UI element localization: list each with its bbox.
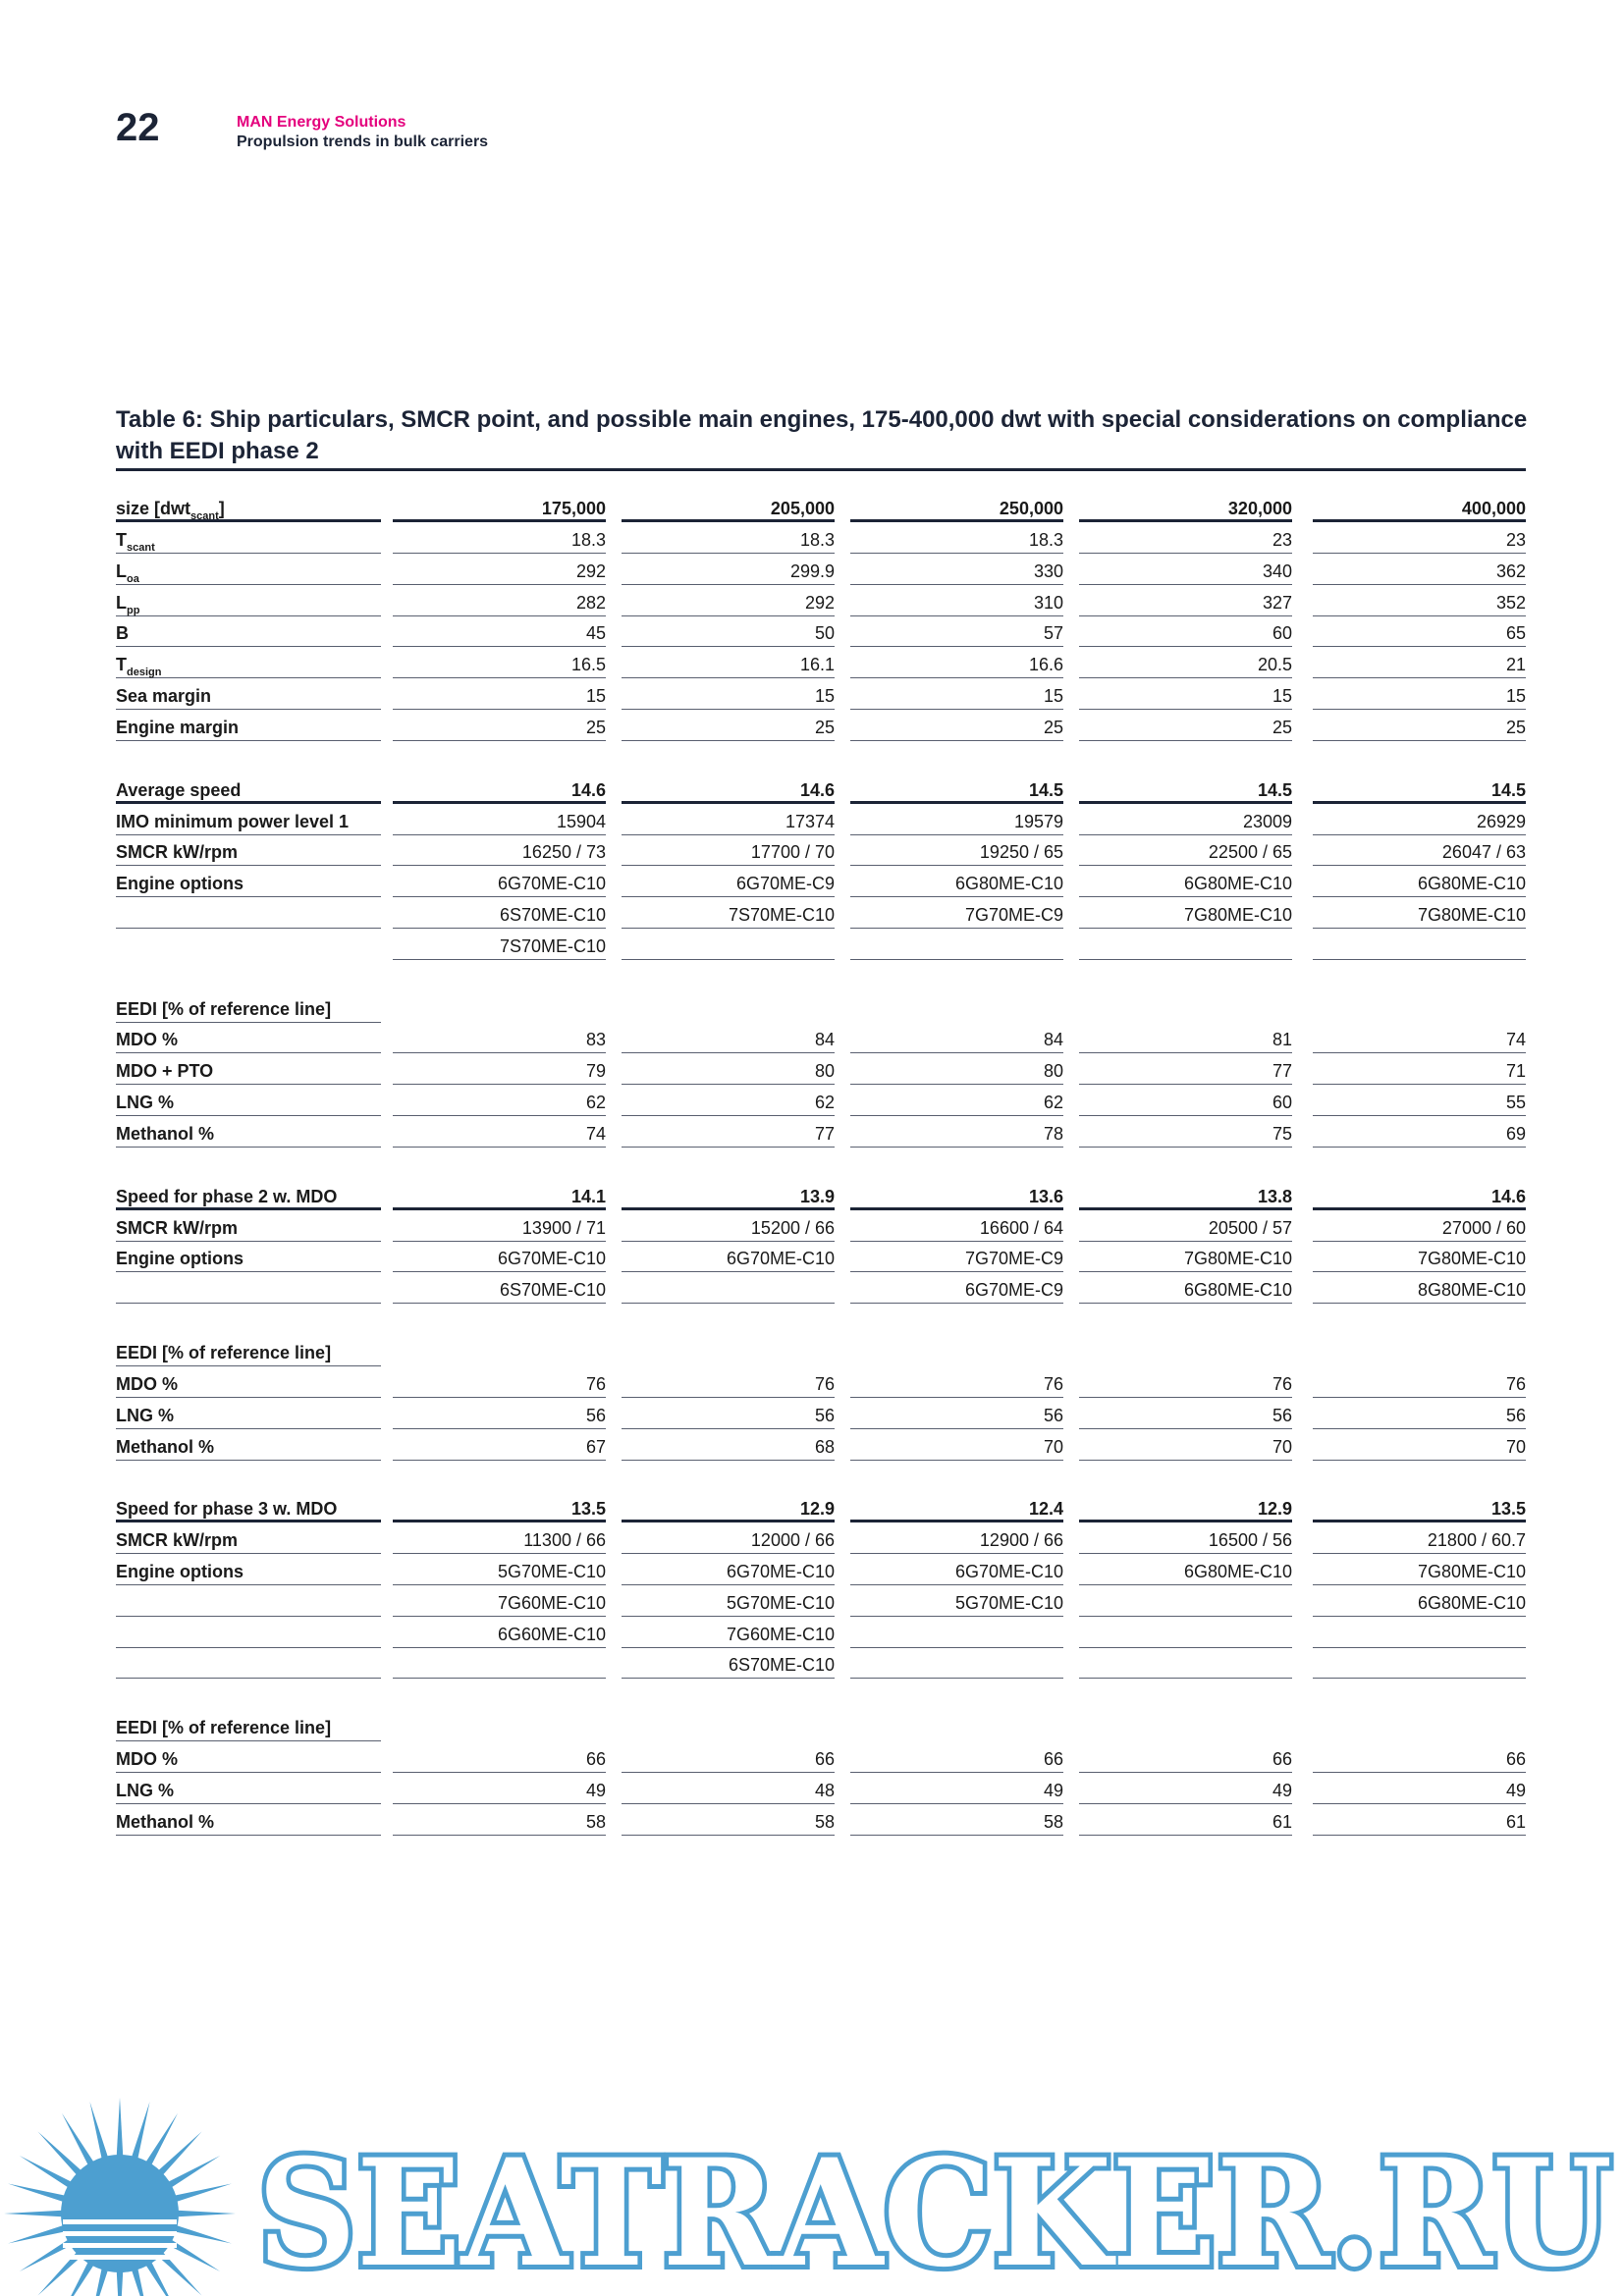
row-label: $T_{design}$ [116,648,381,678]
table-row [116,1023,1624,1054]
row-label [116,1273,381,1304]
table-cell: 62 [393,1086,606,1116]
table-cell: 49 [393,1774,606,1804]
table-cell: 7G80ME-C10 [1079,898,1292,929]
table-cell: 15 [1079,679,1292,710]
table-cell: 18.3 [622,523,835,554]
row-label: size [dwt$_{scant}$] [116,492,381,522]
row-label: EEDI [% of reference line] [116,1711,381,1741]
row-label: Methanol % [116,1117,381,1148]
table-cell: 6S70ME-C10 [393,1273,606,1304]
table-cell: 7S70ME-C10 [393,930,606,960]
table-cell: 68 [622,1430,835,1461]
table-cell [1079,1648,1292,1679]
table-cell [393,1648,606,1679]
table-cell: 67 [393,1430,606,1461]
table-cell: 26929 [1313,805,1526,835]
row-label: IMO minimum power level 1 [116,805,381,835]
table-cell: 6G80ME-C10 [1079,1273,1292,1304]
table-cell: 175,000 [393,492,606,522]
row-label: SMCR kW/rpm [116,1523,381,1554]
table-cell: 7S70ME-C10 [622,898,835,929]
sun-ray [8,2183,72,2204]
table-cell: 25 [622,711,835,741]
table-cell: 45 [393,616,606,647]
table-cell: 292 [622,586,835,616]
table-cell: 25 [1313,711,1526,741]
table-cell: 16.1 [622,648,835,678]
table-cell [850,1618,1063,1648]
table-row [116,1399,1624,1430]
table-cell: 20.5 [1079,648,1292,678]
table-cell [1079,1618,1292,1648]
table-cell: 15904 [393,805,606,835]
table-cell: 11300 / 66 [393,1523,606,1554]
table-cell: 76 [393,1367,606,1398]
row-label: $T_{scant}$ [116,523,381,554]
table-row [116,679,1624,711]
table-row [116,1555,1624,1586]
table-cell: 23009 [1079,805,1292,835]
sun-ray [4,2210,69,2216]
table-cell: 48 [622,1774,835,1804]
sun-ray [130,2102,150,2165]
table-row [116,1523,1624,1555]
row-label: Engine options [116,1242,381,1272]
table-cell: 80 [850,1054,1063,1085]
table-cell: 49 [1079,1774,1292,1804]
row-label: MDO % [116,1023,381,1053]
table-cell: 16.6 [850,648,1063,678]
table-row [116,1242,1624,1273]
table-row [116,1367,1624,1399]
table-row [116,1430,1624,1462]
sun-ray [116,2098,123,2163]
table-cell: 12.4 [850,1492,1063,1522]
table-cell: 15 [393,679,606,710]
table-row [116,898,1624,930]
table-cell: 6G70ME-C10 [622,1555,835,1585]
table-cell: 292 [393,555,606,585]
table-row [116,1586,1624,1618]
sun-ray [171,2210,236,2216]
table-cell: 6G80ME-C10 [1079,867,1292,897]
document-subtitle: Propulsion trends in bulk carriers [237,133,489,150]
table-cell: 56 [850,1399,1063,1429]
row-label: Sea margin [116,679,381,710]
table-cell: 15200 / 66 [622,1211,835,1242]
table-cell: 6S70ME-C10 [393,898,606,929]
table-cell: 14.6 [622,774,835,804]
table-cell: 7G80ME-C10 [1313,1242,1526,1272]
table-cell: 17700 / 70 [622,835,835,866]
table-cell: 26047 / 63 [1313,835,1526,866]
table-cell: 7G70ME-C9 [850,898,1063,929]
table-cell: 71 [1313,1054,1526,1085]
table-cell: 14.5 [1079,774,1292,804]
table-cell: 7G60ME-C10 [622,1618,835,1648]
table-cell: 5G70ME-C10 [393,1555,606,1585]
row-label: MDO % [116,1742,381,1773]
table-cell: 70 [850,1430,1063,1461]
table-cell: 320,000 [1079,492,1292,522]
table-row [116,992,1624,1024]
table-cell: 16600 / 64 [850,1211,1063,1242]
sun-logo-icon [4,2098,236,2296]
table-cell: 80 [622,1054,835,1085]
table-cell: 70 [1079,1430,1292,1461]
table-cell: 61 [1313,1805,1526,1836]
row-label: Methanol % [116,1430,381,1461]
table-cell: 25 [850,711,1063,741]
table-cell: 14.5 [850,774,1063,804]
table-cell: 330 [850,555,1063,585]
table-cell: 83 [393,1023,606,1053]
table-cell [1313,1618,1526,1648]
table-row [116,1086,1624,1117]
page-number: 22 [116,106,160,149]
table-cell: 62 [622,1086,835,1116]
table-header-row [116,492,1624,523]
table-row [116,711,1624,742]
row-label: EEDI [% of reference line] [116,992,381,1023]
table-cell: 79 [393,1054,606,1085]
row-label: SMCR kW/rpm [116,1211,381,1242]
table-cell: 49 [1313,1774,1526,1804]
row-label [116,898,381,929]
table-cell: 58 [393,1805,606,1836]
table-row [116,555,1624,586]
table-cell: 16500 / 56 [1079,1523,1292,1554]
row-label: Speed for phase 2 w. MDO [116,1180,381,1210]
table-row [116,1117,1624,1148]
table-cell: 62 [850,1086,1063,1116]
table-cell: 6G70ME-C10 [622,1242,835,1272]
table-row [116,805,1624,836]
table-cell: 16250 / 73 [393,835,606,866]
table-cell: 282 [393,586,606,616]
row-label [116,930,381,960]
table-cell: 75 [1079,1117,1292,1148]
table-cell [622,930,835,960]
sun-stripe [63,2243,177,2248]
row-label: LNG % [116,1399,381,1429]
table-cell: 76 [622,1367,835,1398]
table-cell: 17374 [622,805,835,835]
table-cell [1079,1586,1292,1617]
row-label: Engine options [116,867,381,897]
table-cell: 60 [1079,616,1292,647]
table-cell: 84 [622,1023,835,1053]
row-label: MDO + PTO [116,1054,381,1085]
table-header-row [116,1492,1624,1523]
table-cell: 69 [1313,1117,1526,1148]
table-cell: 14.5 [1313,774,1526,804]
table-cell [850,930,1063,960]
table-cell: 19250 / 65 [850,835,1063,866]
row-label: Average speed [116,774,381,804]
row-label: Speed for phase 3 w. MDO [116,1492,381,1522]
table-row [116,1742,1624,1774]
table-cell: 6G80ME-C10 [1079,1555,1292,1585]
table-row [116,867,1624,898]
table-cell [1313,1648,1526,1679]
table-cell: 49 [850,1774,1063,1804]
table-cell: 6G70ME-C9 [622,867,835,897]
table-cell: 66 [1079,1742,1292,1773]
table-cell: 56 [1079,1399,1292,1429]
table-cell: 70 [1313,1430,1526,1461]
title-rule [116,468,1526,471]
table-cell: 12.9 [622,1492,835,1522]
row-label [116,1586,381,1617]
table-cell: 6G70ME-C9 [850,1273,1063,1304]
table-cell: 362 [1313,555,1526,585]
table-header-row [116,774,1624,805]
table-cell: 6G70ME-C10 [393,1242,606,1272]
table-cell: 15 [850,679,1063,710]
table-row [116,523,1624,555]
brand-name: MAN Energy Solutions [237,114,406,131]
table-cell: 13.5 [1313,1492,1526,1522]
table-cell: 352 [1313,586,1526,616]
row-label [116,1648,381,1679]
table-row [116,1054,1624,1086]
table-row [116,586,1624,617]
table-cell: 13900 / 71 [393,1211,606,1242]
table-cell: 13.6 [850,1180,1063,1210]
table-cell: 66 [850,1742,1063,1773]
row-label: LNG % [116,1774,381,1804]
table-cell: 14.1 [393,1180,606,1210]
table-cell: 15 [622,679,835,710]
table-row [116,1774,1624,1805]
table-cell: 60 [1079,1086,1292,1116]
table-cell: 7G80ME-C10 [1313,1555,1526,1585]
table-cell: 56 [393,1399,606,1429]
sun-ray [168,2223,232,2244]
table-cell: 12000 / 66 [622,1523,835,1554]
table-cell: 5G70ME-C10 [622,1586,835,1617]
table-row [116,648,1624,679]
table-cell: 76 [1079,1367,1292,1398]
table-row [116,1211,1624,1243]
table-cell [1079,930,1292,960]
table-row [116,1648,1624,1680]
table-cell: 21800 / 60.7 [1313,1523,1526,1554]
table-row [116,1618,1624,1649]
table-cell [1313,930,1526,960]
table-cell: 25 [1079,711,1292,741]
sun-stripe [63,2219,177,2224]
table-cell: 56 [1313,1399,1526,1429]
table-cell: 5G70ME-C10 [850,1586,1063,1617]
table-cell: 18.3 [850,523,1063,554]
table-cell: 310 [850,586,1063,616]
table-cell: 8G80ME-C10 [1313,1273,1526,1304]
table-cell: 66 [622,1742,835,1773]
table-cell [622,1273,835,1304]
table-row [116,616,1624,648]
table-cell: 74 [393,1117,606,1148]
table-cell: 6G60ME-C10 [393,1618,606,1648]
table-cell: 76 [1313,1367,1526,1398]
table-cell: 57 [850,616,1063,647]
table-cell: 13.8 [1079,1180,1292,1210]
table-cell: 58 [622,1805,835,1836]
table-cell: 15 [1313,679,1526,710]
table-cell: 16.5 [393,648,606,678]
table-cell: 22500 / 65 [1079,835,1292,866]
table-cell: 66 [393,1742,606,1773]
table-cell: 19579 [850,805,1063,835]
row-label: B [116,616,381,647]
table-cell: 81 [1079,1023,1292,1053]
table-cell: 56 [622,1399,835,1429]
row-label [116,1618,381,1648]
table-cell: 65 [1313,616,1526,647]
table-cell: 27000 / 60 [1313,1211,1526,1242]
row-label: EEDI [% of reference line] [116,1336,381,1366]
row-label: Engine options [116,1555,381,1585]
table-cell: 20500 / 57 [1079,1211,1292,1242]
table-cell: 25 [393,711,606,741]
sun-stripe [63,2231,177,2236]
table-cell: 58 [850,1805,1063,1836]
table-cell: 13.9 [622,1180,835,1210]
table-row [116,1336,1624,1367]
table-cell: 78 [850,1117,1063,1148]
sun-ray [89,2102,110,2165]
table-row [116,835,1624,867]
table-cell: 299.9 [622,555,835,585]
table-cell: 6G70ME-C10 [393,867,606,897]
watermark [0,2056,1624,2296]
table-cell: 18.3 [393,523,606,554]
table-cell: 6G80ME-C10 [850,867,1063,897]
table-cell: 74 [1313,1023,1526,1053]
table-cell: 400,000 [1313,492,1526,522]
table-cell: 77 [622,1117,835,1148]
table-cell: 21 [1313,648,1526,678]
row-label: MDO % [116,1367,381,1398]
row-label: LNG % [116,1086,381,1116]
table-cell: 7G60ME-C10 [393,1586,606,1617]
table-cell: 7G80ME-C10 [1079,1242,1292,1272]
table-row [116,930,1624,961]
row-label: Engine margin [116,711,381,741]
table-cell: 12.9 [1079,1492,1292,1522]
table-cell: 23 [1313,523,1526,554]
table-cell: 327 [1079,586,1292,616]
table-cell: 205,000 [622,492,835,522]
table-cell: 7G70ME-C9 [850,1242,1063,1272]
row-label: $L_{oa}$ [116,555,381,585]
table-cell: 61 [1079,1805,1292,1836]
table-header-row [116,1180,1624,1211]
table-cell: 84 [850,1023,1063,1053]
table-cell: 55 [1313,1086,1526,1116]
table-cell: 6G70ME-C10 [850,1555,1063,1585]
table-cell: 6S70ME-C10 [622,1648,835,1679]
table-cell: 14.6 [393,774,606,804]
table-cell: 50 [622,616,835,647]
table-cell [850,1648,1063,1679]
sun-ray [168,2183,232,2204]
table-cell: 250,000 [850,492,1063,522]
table-cell: 23 [1079,523,1292,554]
table-cell: 6G80ME-C10 [1313,867,1526,897]
table-cell: 76 [850,1367,1063,1398]
table-cell: 13.5 [393,1492,606,1522]
table-row [116,1805,1624,1837]
row-label: SMCR kW/rpm [116,835,381,866]
table-cell: 14.6 [1313,1180,1526,1210]
table-cell: 77 [1079,1054,1292,1085]
table-row [116,1711,1624,1742]
table-cell: 66 [1313,1742,1526,1773]
sun-ray [8,2223,72,2244]
table-cell: 7G80ME-C10 [1313,898,1526,929]
table-cell: 340 [1079,555,1292,585]
row-label: Methanol % [116,1805,381,1836]
table-row [116,1273,1624,1305]
watermark-text: SEATRACKER.RU [257,2127,1612,2296]
table-cell: 12900 / 66 [850,1523,1063,1554]
table-title: Table 6: Ship particulars, SMCR point, and possible main engines, 175-400,000 dwt with special considerations on compliance with EEDI phase 2 [116,406,1528,464]
sun-stripe [63,2255,177,2260]
table-cell: 6G80ME-C10 [1313,1586,1526,1617]
row-label: $L_{pp}$ [116,586,381,616]
